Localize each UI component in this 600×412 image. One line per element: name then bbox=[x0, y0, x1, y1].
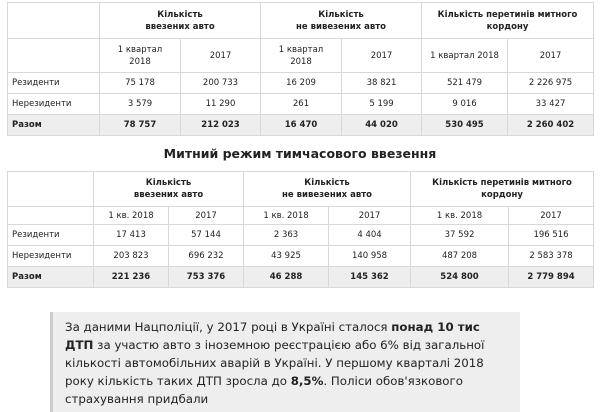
group-header: Кількість перетинів митного кордону bbox=[422, 3, 594, 39]
cell: 4 404 bbox=[329, 225, 411, 246]
cell: 9 016 bbox=[422, 94, 508, 115]
cell: 16 470 bbox=[261, 115, 342, 136]
group-header: Кількість не вивезених авто bbox=[261, 3, 422, 39]
cell: 57 144 bbox=[169, 225, 244, 246]
cell: 16 209 bbox=[261, 73, 342, 94]
group-header: Кількість ввезених авто bbox=[100, 3, 261, 39]
cell: 78 757 bbox=[100, 115, 181, 136]
sub-header: 1 кв. 2018 bbox=[244, 207, 329, 225]
group-header: Кількість перетинів митного кордону bbox=[411, 172, 594, 207]
sub-header: 2017 bbox=[508, 39, 594, 73]
total-row bbox=[8, 115, 594, 136]
note-text: . Поліси обов'язкового страхування придбали bbox=[65, 374, 463, 406]
cell: 203 823 bbox=[94, 246, 169, 267]
row-label: Разом bbox=[8, 115, 100, 136]
sub-header: 2017 bbox=[342, 39, 422, 73]
table-row bbox=[8, 94, 594, 115]
note-highlight: понад 10 тис ДТП bbox=[65, 320, 480, 352]
cell: 5 199 bbox=[342, 94, 422, 115]
row-label: Резиденти bbox=[8, 73, 100, 94]
cell: 524 800 bbox=[411, 267, 509, 288]
cell: 487 208 bbox=[411, 246, 509, 267]
cell: 2 260 402 bbox=[508, 115, 594, 136]
cell: 44 020 bbox=[342, 115, 422, 136]
cell: 33 427 bbox=[508, 94, 594, 115]
cell: 140 958 bbox=[329, 246, 411, 267]
cell: 17 413 bbox=[94, 225, 169, 246]
sub-header: 1 квартал 2018 bbox=[261, 39, 342, 73]
row-label: Нерезиденти bbox=[8, 246, 94, 267]
sub-header: 2017 bbox=[169, 207, 244, 225]
info-note bbox=[50, 312, 520, 412]
corner-cell bbox=[8, 207, 94, 225]
sub-header: 2017 bbox=[509, 207, 594, 225]
group-header: Кількість ввезених авто bbox=[94, 172, 244, 207]
sub-header: 1 кв. 2018 bbox=[94, 207, 169, 225]
sub-header: 1 квартал 2018 bbox=[100, 39, 181, 73]
cell: 196 516 bbox=[509, 225, 594, 246]
cell: 46 288 bbox=[244, 267, 329, 288]
cell: 2 583 378 bbox=[509, 246, 594, 267]
corner-cell bbox=[8, 3, 100, 39]
corner-cell bbox=[8, 39, 100, 73]
note-text: за участю авто з іноземною реєстрацією або 6% від загальної кількості автомобільних аварій в Україні. У першому кварталі 2018 року кількість таких ДТП зросла до bbox=[65, 338, 485, 388]
note-text: За даними Нацполіції, у 2017 році в Україні сталося bbox=[65, 320, 392, 334]
cell: 521 479 bbox=[422, 73, 508, 94]
cell: 221 236 bbox=[94, 267, 169, 288]
sub-header: 1 кв. 2018 bbox=[411, 207, 509, 225]
sub-header: 2017 bbox=[329, 207, 411, 225]
table-row bbox=[8, 73, 594, 94]
cell: 145 362 bbox=[329, 267, 411, 288]
cell: 2 779 894 bbox=[509, 267, 594, 288]
customs-table-1 bbox=[7, 2, 594, 136]
table-row bbox=[8, 225, 594, 246]
section-title: Митний режим тимчасового ввезення bbox=[163, 146, 437, 161]
total-row bbox=[8, 267, 594, 288]
sub-header: 2017 bbox=[181, 39, 261, 73]
cell: 75 178 bbox=[100, 73, 181, 94]
cell: 43 925 bbox=[244, 246, 329, 267]
cell: 2 226 975 bbox=[508, 73, 594, 94]
cell: 753 376 bbox=[169, 267, 244, 288]
cell: 37 592 bbox=[411, 225, 509, 246]
row-label: Нерезиденти bbox=[8, 94, 100, 115]
cell: 2 363 bbox=[244, 225, 329, 246]
cell: 38 821 bbox=[342, 73, 422, 94]
table-row bbox=[8, 246, 594, 267]
cell: 200 733 bbox=[181, 73, 261, 94]
cell: 261 bbox=[261, 94, 342, 115]
group-header: Кількість не вивезених авто bbox=[244, 172, 411, 207]
customs-table-2 bbox=[7, 171, 594, 288]
sub-header: 1 квартал 2018 bbox=[422, 39, 508, 73]
cell: 11 290 bbox=[181, 94, 261, 115]
row-label: Резиденти bbox=[8, 225, 94, 246]
row-label: Разом bbox=[8, 267, 94, 288]
corner-cell bbox=[8, 172, 94, 207]
cell: 212 023 bbox=[181, 115, 261, 136]
cell: 3 579 bbox=[100, 94, 181, 115]
note-highlight: 8,5% bbox=[290, 374, 324, 388]
cell: 530 495 bbox=[422, 115, 508, 136]
cell: 696 232 bbox=[169, 246, 244, 267]
